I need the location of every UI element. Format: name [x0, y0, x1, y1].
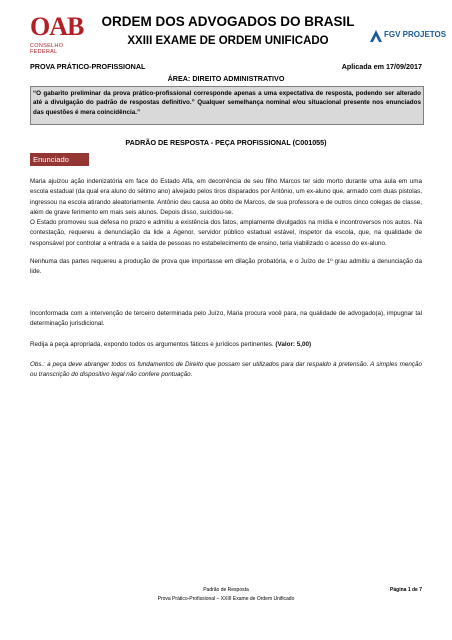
exam-info-row	[30, 62, 422, 74]
document-subtitle: XXIII EXAME DE ORDEM UNIFICADO	[127, 35, 329, 47]
oab-logo-letters: OAB	[30, 12, 84, 41]
document-title: ORDEM DOS ADVOGADOS DO BRASIL	[101, 14, 355, 29]
fgv-logo-icon	[370, 30, 382, 42]
enunciado-paragraph-4	[30, 340, 422, 350]
question-value: (Valor: 5,00)	[275, 341, 312, 348]
oab-logo	[30, 14, 90, 56]
footer-subtitle: Prova Prático-Profissional – XXIII Exame de Ordem Unificado	[157, 596, 295, 602]
oab-logo-subtitle: CONSELHO FEDERAL	[30, 43, 64, 55]
fgv-logo-text: FGV PROJETOS	[384, 30, 447, 39]
exam-type: PROVA PRÁTICO-PROFISSIONAL	[30, 62, 146, 71]
page-number: Página 1 de 7	[390, 587, 422, 593]
page-footer	[30, 587, 422, 611]
footer-title: Padrão de Resposta	[203, 587, 249, 593]
exam-date: Aplicada em 17/09/2017	[341, 62, 422, 71]
section-title: PADRÃO DE RESPOSTA - PEÇA PROFISSIONAL (C001055)	[125, 138, 327, 147]
disclaimer-box: “O gabarito preliminar da prova prático-profissional corresponde apenas a uma expectativa de resposta, podendo ser alterado até a divulgação do padrão de respostas definitivo.” Qualquer semelhança nominal e/ou situacional presente nos enunciados das questões é mera coincidência.”	[30, 86, 424, 125]
paragraph-text: O Estado promoveu sua defesa no prazo e admitiu a existência dos fatos, amplamente divulgados na mídia e incontroversos nos autos. Na contestação, requereu a denunciação da lide a Agenor, servidor público estadual estável, inspetor da escola, que, na qualidade de responsável por controlar a entrada e a saída de pessoas no estabelecimento de ensino, teria viabilizado o acesso do ex-aluno.	[30, 219, 422, 247]
exam-area: ÁREA: DIREITO ADMINISTRATIVO	[167, 74, 285, 83]
enunciado-paragraph-2: Nenhuma das partes requereu a produção de prova que importasse em dilação probatória, e o Juízo de 1º grau admitiu a denunciação da lide.	[30, 258, 422, 276]
fgv-logo	[370, 28, 447, 46]
paragraph-text: Maria ajuizou ação indenizatória em face do Estado Alfa, em decorrência de seu filho Marcos ter sido morto durante uma aula em uma escola estadual (da qual era aluno do sétimo ano) alvejado pelos tiros disparados por Antônio, um ex-aluno que, armado com duas pistolas, ingressou na escola atirando aleatoriamente. Antônio deu causa ao óbito de Marcos, de sua professora e de outros cinco colegas de classe, além de grave ferimento em mais seis alunos. Depois disso, suicidou-se.	[30, 178, 422, 216]
title-block	[92, 14, 364, 49]
observation-note: Obs.: a peça deve abranger todos os fundamentos de Direito que possam ser utilizados para dar respaldo à pretensão. A simples menção ou transcrição do dispositivo legal não confere pontuação.	[30, 361, 422, 379]
instruction-text: Redija a peça apropriada, expondo todos os argumentos fáticos e jurídicos pertinentes.	[30, 341, 274, 348]
enunciado-paragraph-3: Inconformada com a intervenção de terceiro determinada pelo Juízo, Maria procura você para, na qualidade de advogado(a), impugnar tal determinação jurisdicional.	[30, 310, 422, 328]
enunciado-paragraph-1	[30, 177, 422, 249]
page-header	[30, 12, 447, 60]
enunciado-heading: Enunciado	[30, 153, 89, 166]
